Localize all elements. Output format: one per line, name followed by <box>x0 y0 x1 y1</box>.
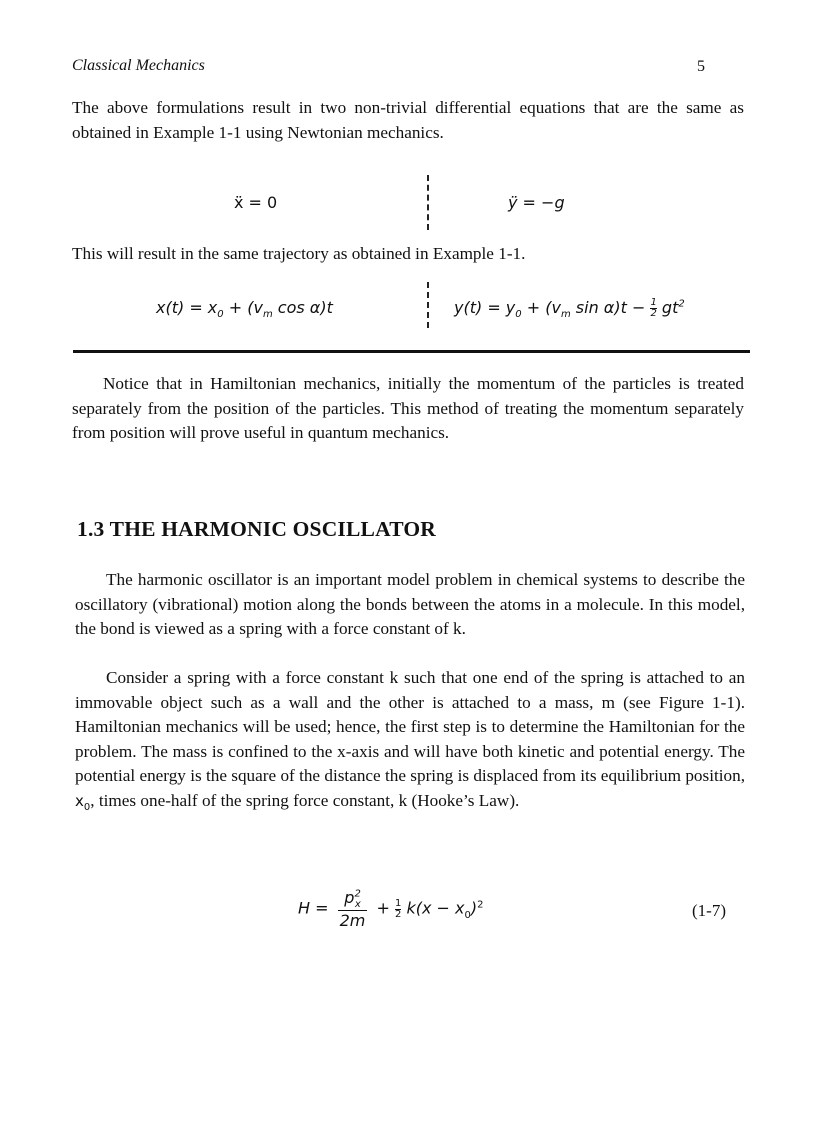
section-divider-rule <box>73 350 750 353</box>
equation-x-trajectory: $x(t) = x_0 + (v_m$ cos α)t <box>156 298 333 321</box>
section-heading: 1.3 THE HARMONIC OSCILLATOR <box>77 517 437 541</box>
paragraph-trajectory-intro: This will result in the same trajectory as obtained in Example 1-1. <box>72 244 526 263</box>
equation-x-acceleration: ẍ = 0 <box>234 193 278 212</box>
equation-divider <box>427 282 429 328</box>
paragraph-hamiltonian-note: Notice that in Hamiltonian mechanics, initially the momentum of the particles is treated separately from the position of the particles. This method of treating the momentum separately from position will prove useful in quantum mechanics. <box>72 374 744 442</box>
page-number: 5 <box>697 58 705 75</box>
paragraph-spring-description: Consider a spring with a force constant k such that one end of the spring is attached to an immovable object such as a wall and the other is attached to a mass, m (see Figure 1-1). Hamiltonian mechanics will be used; hence, the first step is to determine the Hamiltonian for the problem. The mass is confined to the x-axis and will have both kinetic and potential energy. The potential energy is the square of the distance the spring is displaced from its equilibrium position, $x_0$, times one-half of the spring force constant, k (Hooke’s Law). <box>75 668 745 813</box>
equation-hamiltonian: H = $\frac{p^2_x}{2m}$ + $\frac{1}{2}$ $k(x - x_0)^2$ <box>298 888 484 931</box>
equation-y-acceleration: ÿ = −g <box>508 193 565 212</box>
running-header-title: Classical Mechanics <box>72 57 205 74</box>
equation-number: (1-7) <box>692 901 726 920</box>
equation-divider <box>427 175 429 230</box>
paragraph-harmonic-intro: The harmonic oscillator is an important model problem in chemical systems to describe the oscillatory (vibrational) motion along the bonds between the atoms in a molecule. In this model, the bond is viewed as a spring with a force constant of k. <box>75 570 745 638</box>
paragraph-formulations: The above formulations result in two non-trivial differential equations that are the same as obtained in Example 1-1 using Newtonian mechanics. <box>72 98 744 142</box>
equation-y-trajectory: $y(t) = y_0 + (v_m$ sin α)t − $\frac{1}{2}$ $gt^2$ <box>454 297 685 321</box>
